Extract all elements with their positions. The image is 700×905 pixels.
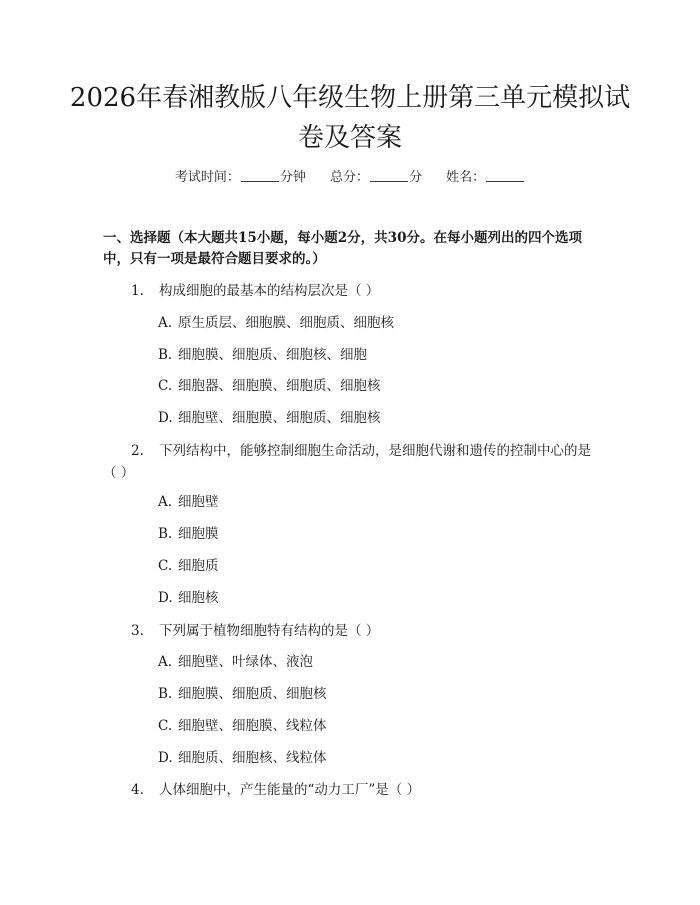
question-4 [103, 779, 603, 801]
question-number: 2. [131, 443, 144, 459]
option-label: A. [158, 315, 173, 331]
option-1a [158, 313, 598, 333]
option-text: 细胞壁 [178, 494, 219, 510]
total-score [330, 168, 422, 188]
option-3b [158, 684, 598, 704]
option-text: 原生质层、细胞膜、细胞质、细胞核 [178, 315, 394, 331]
option-text: 细胞质、细胞核、线粒体 [178, 750, 327, 766]
option-label: D. [158, 590, 173, 606]
student-name-label: 姓名： [446, 170, 486, 185]
option-text: 细胞壁、细胞膜、细胞质、细胞核 [178, 410, 381, 426]
option-text: 细胞膜、细胞质、细胞核 [178, 686, 327, 702]
option-label: B. [158, 347, 173, 363]
question-2 [103, 440, 603, 484]
exam-time-unit: 分钟 [279, 170, 306, 185]
option-text: 细胞壁、细胞膜、线粒体 [178, 718, 327, 734]
option-label: B. [158, 686, 173, 702]
option-text: 细胞膜 [178, 526, 219, 542]
exam-time-blank[interactable] [241, 169, 279, 182]
option-2c [158, 556, 598, 576]
student-name [446, 168, 525, 188]
option-label: C. [158, 718, 173, 734]
exam-info-line [0, 168, 700, 188]
option-2d [158, 588, 598, 608]
option-label: D. [158, 410, 173, 426]
question-text: 构成细胞的最基本的结构层次是（ ） [159, 283, 380, 299]
section-heading: 一、选择题（本大题共15小题，每小题2分，共30分。在每小题列出的四个选项中，只有一项是最符合题目要求的。） [103, 230, 582, 267]
question-3 [103, 620, 603, 642]
option-text: 细胞质 [178, 558, 219, 574]
question-1 [103, 280, 603, 302]
question-number: 1. [131, 283, 144, 299]
total-score-blank[interactable] [370, 169, 408, 182]
option-3a [158, 652, 598, 672]
option-text: 细胞壁、叶绿体、液泡 [178, 654, 313, 670]
student-name-blank[interactable] [486, 169, 524, 182]
option-label: A. [158, 494, 173, 510]
option-2a [158, 492, 598, 512]
option-label: D. [158, 750, 173, 766]
question-number: 3. [131, 623, 144, 639]
option-1d [158, 408, 598, 428]
exam-time [175, 168, 306, 188]
question-text: 人体细胞中，产生能量的“动力工厂”是（ ） [159, 782, 421, 798]
question-text: 下列属于植物细胞特有结构的是（ ） [159, 623, 380, 639]
option-1c [158, 376, 598, 396]
total-score-unit: 分 [409, 170, 423, 185]
option-2b [158, 524, 598, 544]
option-text: 细胞器、细胞膜、细胞质、细胞核 [178, 378, 381, 394]
option-label: A. [158, 654, 173, 670]
document-title: 2026年春湘教版八年级生物上册第三单元模拟试卷及答案 [69, 83, 631, 153]
option-3d [158, 748, 598, 768]
exam-time-label: 考试时间： [174, 170, 240, 185]
option-label: C. [158, 558, 173, 574]
option-label: B. [158, 526, 173, 542]
option-1b [158, 345, 598, 365]
option-3c [158, 716, 598, 736]
total-score-label: 总分： [329, 170, 369, 185]
question-text: 下列结构中，能够控制细胞生命活动，是细胞代谢和遗传的控制中心的是（ ） [103, 443, 591, 481]
option-label: C. [158, 378, 173, 394]
option-text: 细胞核 [178, 590, 219, 606]
option-text: 细胞膜、细胞质、细胞核、细胞 [178, 347, 367, 363]
question-number: 4. [131, 782, 144, 798]
